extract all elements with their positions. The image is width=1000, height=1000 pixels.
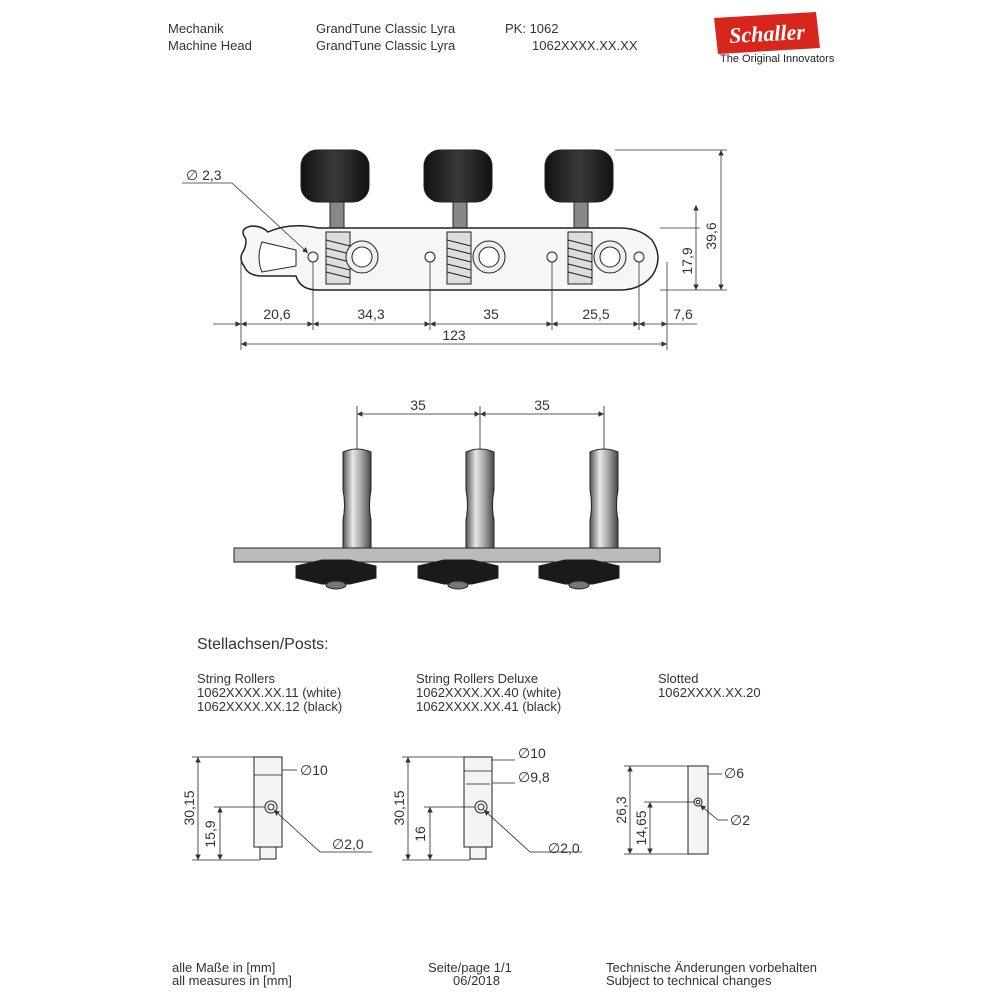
variant-2-code-2: 1062XXXX.XX.41 (black): [416, 699, 562, 714]
variant-1-code-2: 1062XXXX.XX.12 (black): [197, 699, 343, 714]
slotted-body: [688, 766, 708, 854]
logo-tagline: The Original Innovators: [720, 53, 835, 65]
height-total-label: 39,6: [703, 222, 719, 250]
post-3: [590, 449, 618, 548]
pk-number: PK: 1062: [505, 21, 559, 36]
front-view: [234, 406, 660, 589]
knob-front-3: [539, 560, 619, 589]
knob-front-1: [296, 560, 376, 589]
logo-brand: Schaller: [728, 19, 806, 48]
segment-3-label: 35: [483, 306, 499, 322]
segment-2-label: 34,3: [357, 306, 385, 322]
segment-1-label: 20,6: [263, 306, 291, 322]
slotted-hole-dia-label: ∅2: [730, 812, 750, 828]
hole-dia-label: ∅ 2,3: [186, 167, 222, 183]
footer-date: 06/2018: [453, 973, 500, 988]
label-de: Mechanik: [168, 21, 224, 36]
segment-4-label: 25,5: [582, 306, 610, 322]
rollers-hole-dia-label: ∅2,0: [332, 836, 364, 852]
variant-3-code-1: 1062XXXX.XX.20: [658, 685, 761, 700]
spacing-1-label: 35: [410, 397, 426, 413]
knob-1: [301, 150, 369, 202]
variant-2-code-1: 1062XXXX.XX.40 (white): [416, 685, 562, 700]
footer-page: Seite/page 1/1: [428, 960, 512, 975]
footer-changes-en: Subject to technical changes: [606, 973, 772, 988]
slotted-hole-height-label: 14,65: [633, 810, 649, 846]
footer-measures-en: all measures in [mm]: [172, 973, 292, 988]
total-length-label: 123: [442, 327, 466, 343]
part-number: 1062XXXX.XX.XX: [532, 38, 638, 53]
shaft-3: [574, 202, 588, 228]
deluxe-dia-mid-label: ∅9,8: [518, 769, 550, 785]
spacing-2-label: 35: [534, 397, 550, 413]
deluxe-hole-dia-label: ∅2,0: [548, 840, 580, 856]
shaft-1: [330, 202, 344, 228]
rollers-hole-height-label: 15,9: [202, 820, 218, 848]
top-view: [241, 150, 658, 290]
product-de: GrandTune Classic Lyra: [316, 21, 456, 36]
footer-measures-de: alle Maße in [mm]: [172, 960, 276, 975]
variant-1-name: String Rollers: [197, 671, 276, 686]
product-en: GrandTune Classic Lyra: [316, 38, 456, 53]
knob-2: [424, 150, 492, 202]
posts-title: Stellachsen/Posts:: [197, 636, 329, 653]
rollers-dia-top-label: ∅10: [300, 762, 328, 778]
variant-1-code-1: 1062XXXX.XX.11 (white): [197, 685, 342, 700]
knob-front-2: [418, 560, 498, 589]
rollers-height-label: 30,15: [181, 790, 197, 826]
segment-5-label: 7,6: [673, 306, 693, 322]
shaft-2: [453, 202, 467, 228]
deluxe-hole-height-label: 16: [412, 826, 428, 842]
footer-changes-de: Technische Änderungen vorbehalten: [606, 960, 818, 975]
height-plate-label: 17,9: [679, 247, 695, 275]
post-2: [466, 449, 494, 548]
deluxe-height-label: 30,15: [391, 790, 407, 826]
knob-3: [545, 150, 613, 202]
slotted-dia-top-label: ∅6: [724, 765, 744, 781]
deluxe-dia-top-label: ∅10: [518, 745, 546, 761]
variant-3-name: Slotted: [658, 671, 699, 686]
variant-2-name: String Rollers Deluxe: [416, 671, 539, 686]
post-1: [343, 449, 371, 548]
slotted-height-label: 26,3: [613, 796, 629, 824]
label-en: Machine Head: [168, 38, 252, 53]
